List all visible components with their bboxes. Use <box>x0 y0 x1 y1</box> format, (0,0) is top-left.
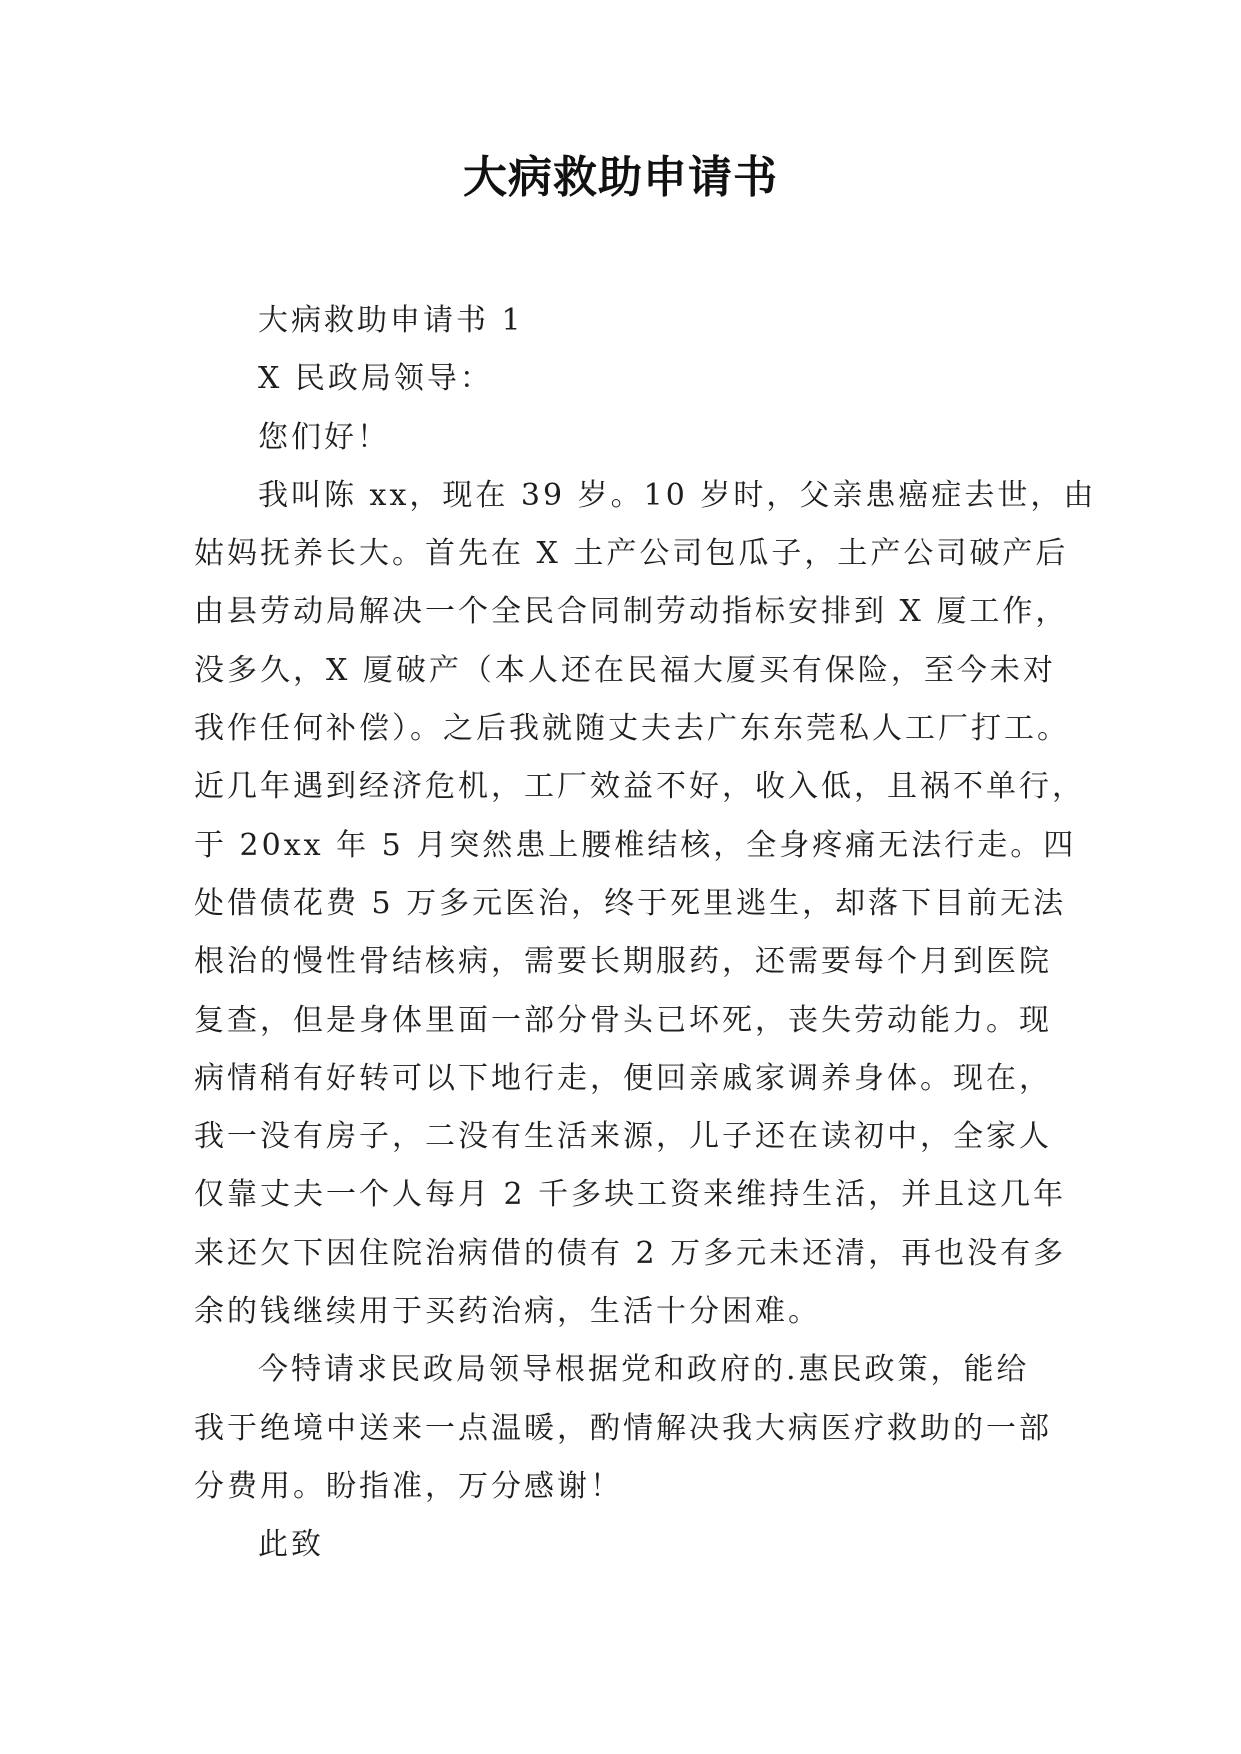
paragraph-line: 我一没有房子，二没有生活来源，儿子还在读初中，全家人 <box>194 1119 1052 1155</box>
paragraph-line: 我作任何补偿）。之后我就随丈夫去广东东莞私人工厂打工。 <box>194 711 1070 747</box>
document-subtitle: 大病救助申请书 1 <box>258 303 524 338</box>
paragraph-line: 近几年遇到经济危机，工厂效益不好，收入低，且祸不单行， <box>194 769 1085 805</box>
paragraph-line: 我叫陈 xx，现在 39 岁。10 岁时，父亲患癌症去世，由 <box>258 477 1097 513</box>
paragraph-line: 姑妈抚养长大。首先在 X 土产公司包瓜子，土产公司破产后 <box>194 536 1069 572</box>
salutation: X 民政局领导： <box>258 361 493 397</box>
paragraph-line: 处借债花费 5 万多元医治，终于死里逃生，却落下目前无法 <box>194 885 1067 921</box>
paragraph-line: 仅靠丈夫一个人每月 2 千多块工资来维持生活，并且这几年 <box>194 1177 1067 1213</box>
document-title: 大病救助申请书 <box>463 152 778 203</box>
paragraph-line: 我于绝境中送来一点温暖，酌情解决我大病医疗救助的一部 <box>194 1410 1052 1446</box>
paragraph-line: 复查，但是身体里面一部分骨头已坏死，丧失劳动能力。现 <box>194 1002 1052 1038</box>
closing: 此致 <box>258 1527 324 1563</box>
paragraph-line: 没多久，X 厦破产（本人还在民福大厦买有保险，至今未对 <box>194 652 1056 688</box>
paragraph-line: 病情稍有好转可以下地行走，便回亲戚家调养身体。现在， <box>194 1060 1052 1096</box>
paragraph-line: 分费用。盼指准，万分感谢！ <box>194 1468 623 1504</box>
paragraph-2 <box>194 1341 1074 1516</box>
paragraph-line: 由县劳动局解决一个全民合同制劳动指标安排到 X 厦工作， <box>194 594 1069 630</box>
paragraph-line: 来还欠下因住院治病借的债有 2 万多元未还清，再也没有多 <box>194 1235 1067 1271</box>
paragraph-line: 于 20xx 年 5 月突然患上腰椎结核，全身疼痛无法行走。四 <box>194 827 1077 863</box>
paragraph-1 <box>194 467 1097 1341</box>
document-body <box>194 292 1097 1575</box>
paragraph-line: 余的钱继续用于买药治病，生活十分困难。 <box>194 1294 821 1330</box>
paragraph-line: 根治的慢性骨结核病，需要长期服药，还需要每个月到医院 <box>194 944 1052 980</box>
paragraph-line: 今特请求民政局领导根据党和政府的.惠民政策，能给 <box>258 1352 1030 1388</box>
greeting: 您们好！ <box>258 419 390 455</box>
